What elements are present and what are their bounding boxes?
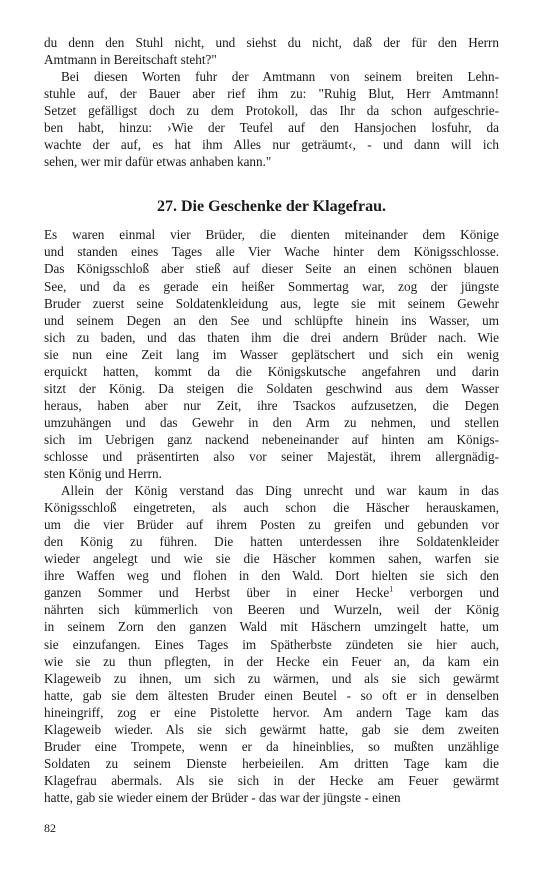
story-text	[44, 226, 499, 806]
text-line: Königsschloß eingetreten, als auch schon die Häscher herauskamen,	[44, 500, 499, 516]
text-line: sehen, wer mir dafür etwas anhaben kann."	[44, 154, 272, 170]
page-number: 82	[44, 821, 56, 835]
text-line: ganzen Sommer und Herbst über in einer Hecke$^1$ verborgen und	[44, 584, 499, 601]
text-line: Es waren einmal vier Brüder, die dienten miteinander dem Könige	[44, 227, 499, 243]
text-line: und standen eines Tages alle Vier Wache hinter dem Königsschlosse.	[44, 244, 499, 260]
story-paragraph	[44, 226, 499, 482]
text-line: Klageweib wieder. Als sie sich gewärmt hatte, gab sie dem zweiten	[44, 721, 499, 737]
text-line: den König zu führen. Die hatten unterdessen ihre Soldatenkleider	[44, 534, 499, 550]
text-line: Amtmann in Bereitschaft steht?"	[44, 52, 217, 68]
text-line: und seinem Degen an den See und schlüpfte hinein ins Wasser, um	[44, 312, 499, 328]
text-line: erquickt hatten, kommt da die Königskutsche angefahren und darin	[44, 363, 499, 379]
text-line: Bruder zuerst seine Soldatenkleidung aus, legte sie mit seinem Gewehr	[44, 295, 499, 311]
preceding-paragraph	[44, 34, 499, 68]
text-line: sitzt der König. Da steigen die Soldaten geschwind aus dem Wasser	[44, 380, 499, 396]
text-line: hatte, gab sie wieder einem der Brüder - das war der jüngste - einen	[44, 789, 401, 805]
text-line: stuhle auf, der Bauer aber rief ihm zu: "Ruhig Blut, Herr Amtmann!	[44, 86, 499, 102]
footnote-marker[interactable]: 1	[389, 584, 394, 594]
preceding-paragraph	[44, 68, 499, 170]
preceding-story-text	[44, 34, 499, 170]
text-line: hatte, gab sie dem ältesten Bruder einen Beutel - so oft er in denselben	[44, 687, 499, 703]
text-line: ben habt, hinzu: ›Wie der Teufel auf den Hansjochen losfuhr, da	[44, 120, 499, 136]
text-line: sich zu baden, und das thaten ihm die drei andern Brüder nach. Wie	[44, 329, 499, 345]
text-line: wie sie zu thun pflegten, in der Hecke ein Feuer an, da kam ein	[44, 653, 499, 669]
text-line: Soldaten zu seinem Dienste herbeieilen. Am dritten Tage kam die	[44, 755, 499, 771]
text-line: Allein der König verstand das Ding unrecht und war kaum in das	[61, 483, 499, 499]
text-line: Das Königsschloß aber stieß auf dieser Seite an einen schönen blauen	[44, 261, 499, 277]
chapter-heading: 27. Die Geschenke der Klagefrau.	[156, 198, 386, 216]
text-line: schlosse und präsentirten also vor seiner Majestät, ihrem allergnädig-	[44, 448, 499, 464]
story-paragraph	[44, 482, 499, 806]
text-line: du denn den Stuhl nicht, und siehst du nicht, daß der für den Herrn	[44, 35, 499, 50]
text-line: nährten sich kümmerlich von Beeren und Wurzeln, weil der König	[44, 602, 499, 618]
text-line: sich im Uebrigen ganz nackend nebeneinander auf hinten am Königs-	[44, 431, 499, 447]
text-line: umzuhängen und das Gewehr in den Arm zu nehmen, und stellen	[44, 414, 499, 430]
text-line: wachte der auf, es hat ihm Alles nur geträumt‹, - und dann will ich	[44, 137, 499, 153]
text-line: sten König und Herrn.	[44, 466, 162, 482]
text-line: Klagefrau abermals. Als sie sich in der Hecke am Feuer gewärmt	[44, 772, 499, 788]
text-line: hineingriff, zog er eine Pistolette hervor. Am andern Tage kam das	[44, 704, 499, 720]
text-line: Bei diesen Worten fuhr der Amtmann von seinem breiten Lehn-	[61, 69, 499, 85]
text-line: See, und da es gerade ein heißer Sommertag war, zog der jüngste	[44, 278, 499, 294]
text-line: Klageweib zu ihnen, um sich zu wärmen, und als sie sich gewärmt	[44, 670, 499, 686]
text-line: Setzet gefälligst doch zu dem Protokoll, das Ihr da schon aufgeschrie-	[44, 103, 499, 119]
text-line: Bruder eine Trompete, wenn er da hineinblies, so mußten unzählige	[44, 738, 499, 754]
text-line: um die vier Brüder auf ihrem Posten zu greifen und gebunden vor	[44, 517, 499, 533]
text-line: wieder angelegt und wie sie die Häscher kommen sahen, warfen sie	[44, 551, 499, 567]
text-line: ihre Waffen weg und flohen in den Wald. Dort hielten sie sich den	[44, 568, 499, 584]
text-line: in seinem Zorn den ganzen Wald mit Häschern umzingelt hatte, um	[44, 619, 499, 635]
text-line: sie nun eine Zeit lang im Wasser geplätschert und sich ein wenig	[44, 346, 499, 362]
text-line: heraus, haben aber nur Zeit, ihre Tsackos aufzusetzen, die Degen	[44, 397, 499, 413]
book-page	[44, 34, 499, 806]
text-line: sie einzufangen. Eines Tages im Spätherbste zündeten sie hier auch,	[44, 636, 499, 652]
